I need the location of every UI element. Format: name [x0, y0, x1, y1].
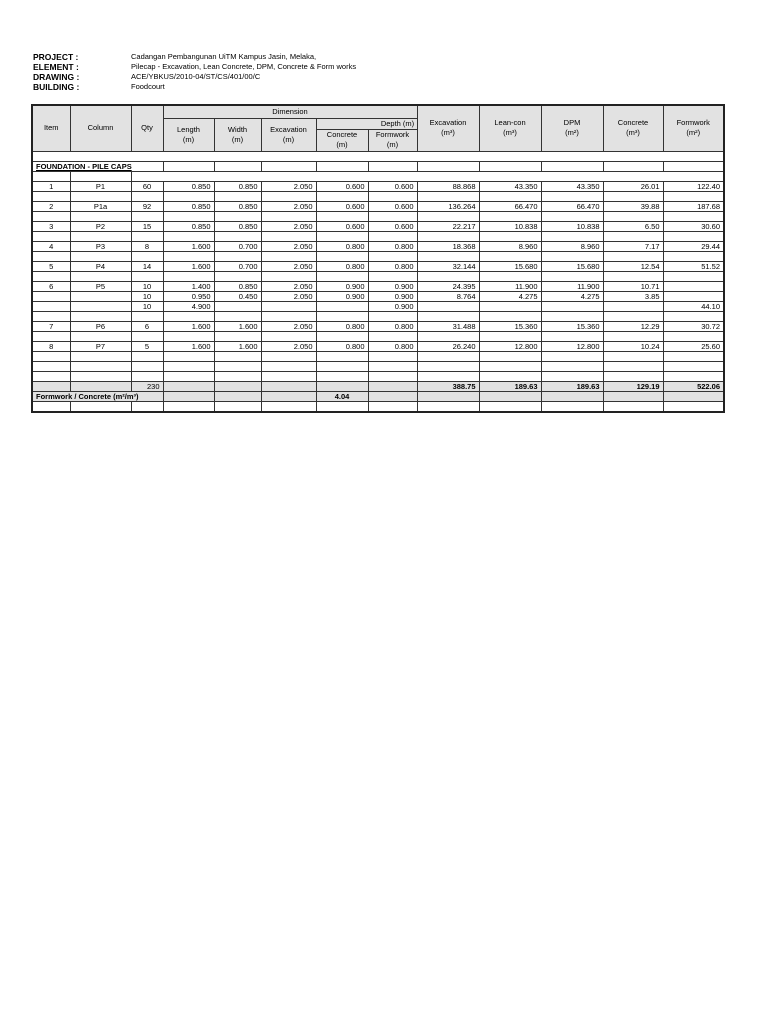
formwork-area-cell: 25.60 — [663, 341, 724, 351]
formwork-depth-cell: 0.800 — [368, 321, 417, 331]
section-row — [32, 161, 724, 171]
qty-cell: 14 — [131, 261, 163, 271]
formwork-area-cell: 122.40 — [663, 181, 724, 191]
item-cell — [32, 301, 70, 311]
qty-cell: 5 — [131, 341, 163, 351]
table-row — [32, 301, 724, 311]
dpm-cell: 15.680 — [541, 261, 603, 271]
width-cell: 0.700 — [214, 261, 261, 271]
dpm-label: DPM — [563, 118, 581, 128]
excavation-depth-cell: 2.050 — [261, 261, 316, 271]
excavation-depth-label: Excavation — [270, 124, 307, 134]
total-qty: 230 — [131, 381, 163, 391]
lean-con-cell: 12.800 — [479, 341, 541, 351]
formwork-depth-cell: 0.900 — [368, 291, 417, 301]
qty-cell: 10 — [131, 301, 163, 311]
formwork-area-header — [663, 105, 724, 151]
drawing-value: ACE/YBKUS/2010-04/ST/CS/401/00/C — [131, 72, 261, 81]
ratio-row — [32, 391, 724, 401]
excavation-depth-cell: 2.050 — [261, 281, 316, 291]
pilecap-quantity-table — [31, 104, 725, 413]
spacer-row — [32, 331, 724, 341]
spacer-row — [32, 371, 724, 381]
spacer-row — [32, 151, 724, 161]
qty-cell: 10 — [131, 291, 163, 301]
excavation-vol-unit: (m³) — [441, 128, 455, 138]
excavation-volume-cell — [417, 301, 479, 311]
concrete-volume-cell: 12.29 — [603, 321, 663, 331]
table-row — [32, 291, 724, 301]
drawing-label: DRAWING : — [33, 72, 80, 82]
excavation-volume-cell: 26.240 — [417, 341, 479, 351]
formwork-depth-unit: (m) — [386, 140, 399, 149]
table-row — [32, 341, 724, 351]
concrete-depth-cell: 0.600 — [316, 181, 368, 191]
lean-con-cell: 10.838 — [479, 221, 541, 231]
formwork-area-unit: (m²) — [686, 128, 701, 138]
column-cell: P1a — [70, 201, 131, 211]
dpm-cell: 8.960 — [541, 241, 603, 251]
formwork-area-cell — [663, 281, 724, 291]
width-cell: 0.450 — [214, 291, 261, 301]
lean-con-cell: 15.360 — [479, 321, 541, 331]
formwork-depth-header — [368, 129, 417, 151]
spacer-row — [32, 171, 724, 181]
excavation-depth-cell: 2.050 — [261, 291, 316, 301]
spacer-row — [32, 191, 724, 201]
formwork-depth-cell: 0.800 — [368, 241, 417, 251]
lean-con-cell: 66.470 — [479, 201, 541, 211]
lean-con-cell: 15.680 — [479, 261, 541, 271]
lean-con-label: Lean-con — [494, 118, 526, 128]
formwork-depth-cell: 0.900 — [368, 281, 417, 291]
project-label: PROJECT : — [33, 52, 79, 62]
excavation-volume-cell: 22.217 — [417, 221, 479, 231]
dpm-unit: (m²) — [565, 128, 579, 138]
column-cell: P3 — [70, 241, 131, 251]
length-cell: 0.850 — [163, 181, 214, 191]
dpm-cell: 15.360 — [541, 321, 603, 331]
formwork-depth-label: Formwork — [375, 130, 410, 139]
width-cell — [214, 301, 261, 311]
excavation-depth-cell: 2.050 — [261, 241, 316, 251]
formwork-area-cell: 44.10 — [663, 301, 724, 311]
width-header — [214, 118, 261, 151]
item-cell: 4 — [32, 241, 70, 251]
formwork-area-cell: 30.60 — [663, 221, 724, 231]
length-cell: 1.600 — [163, 341, 214, 351]
concrete-depth-cell: 0.800 — [316, 321, 368, 331]
concrete-volume-cell: 7.17 — [603, 241, 663, 251]
qty-cell: 6 — [131, 321, 163, 331]
excavation-depth-cell — [261, 301, 316, 311]
item-cell: 1 — [32, 181, 70, 191]
spacer-row — [32, 251, 724, 261]
lean-con-cell: 11.900 — [479, 281, 541, 291]
excavation-depth-cell: 2.050 — [261, 181, 316, 191]
excavation-volume-cell: 31.488 — [417, 321, 479, 331]
qty-cell: 10 — [131, 281, 163, 291]
total-lean-con: 189.63 — [479, 381, 541, 391]
length-cell: 1.600 — [163, 321, 214, 331]
spacer-row — [32, 271, 724, 281]
formwork-area-cell: 29.44 — [663, 241, 724, 251]
dpm-cell: 11.900 — [541, 281, 603, 291]
column-cell — [70, 301, 131, 311]
table-row — [32, 321, 724, 331]
section-title: FOUNDATION - PILE CAPS — [32, 161, 163, 171]
concrete-vol-header — [603, 105, 663, 151]
width-unit: (m) — [231, 134, 244, 144]
width-cell: 1.600 — [214, 321, 261, 331]
formwork-area-cell: 51.52 — [663, 261, 724, 271]
spacer-row — [32, 211, 724, 221]
dpm-cell — [541, 301, 603, 311]
concrete-depth-unit: (m) — [336, 140, 348, 149]
width-cell: 0.700 — [214, 241, 261, 251]
element-value: Pilecap - Excavation, Lean Concrete, DPM, Concrete & Form works — [131, 62, 357, 71]
length-cell: 0.950 — [163, 291, 214, 301]
table-row — [32, 221, 724, 231]
width-cell: 0.850 — [214, 201, 261, 211]
dpm-header — [541, 105, 603, 151]
length-cell: 1.400 — [163, 281, 214, 291]
spacer-row — [32, 401, 724, 412]
lean-con-cell — [479, 301, 541, 311]
length-cell: 0.850 — [163, 201, 214, 211]
excavation-volume-cell: 24.395 — [417, 281, 479, 291]
excavation-depth-cell: 2.050 — [261, 221, 316, 231]
table-row — [32, 281, 724, 291]
item-cell: 5 — [32, 261, 70, 271]
item-cell: 3 — [32, 221, 70, 231]
dpm-cell: 4.275 — [541, 291, 603, 301]
concrete-depth-cell: 0.600 — [316, 221, 368, 231]
excavation-volume-cell: 8.764 — [417, 291, 479, 301]
column-header: Column — [70, 105, 131, 151]
column-cell — [70, 291, 131, 301]
excavation-depth-cell: 2.050 — [261, 321, 316, 331]
element-label: ELEMENT : — [33, 62, 79, 72]
formwork-area-cell: 30.72 — [663, 321, 724, 331]
column-cell: P1 — [70, 181, 131, 191]
item-cell: 7 — [32, 321, 70, 331]
dpm-cell: 43.350 — [541, 181, 603, 191]
width-cell: 0.850 — [214, 181, 261, 191]
excavation-volume-cell: 32.144 — [417, 261, 479, 271]
total-concrete: 129.19 — [603, 381, 663, 391]
formwork-depth-cell: 0.800 — [368, 341, 417, 351]
width-label: Width — [227, 124, 248, 134]
excavation-depth-header — [261, 118, 316, 151]
concrete-depth-cell: 0.900 — [316, 281, 368, 291]
document-header — [33, 52, 356, 92]
concrete-depth-cell: 0.800 — [316, 341, 368, 351]
concrete-volume-cell: 10.24 — [603, 341, 663, 351]
spacer-row — [32, 351, 724, 361]
dpm-cell: 12.800 — [541, 341, 603, 351]
building-row — [33, 82, 356, 92]
total-formwork: 522.06 — [663, 381, 724, 391]
concrete-volume-cell: 3.85 — [603, 291, 663, 301]
qty-header: Qty — [131, 105, 163, 151]
concrete-depth-header — [316, 129, 368, 151]
element-row — [33, 62, 356, 72]
concrete-volume-cell — [603, 301, 663, 311]
concrete-volume-cell: 26.01 — [603, 181, 663, 191]
column-cell: P5 — [70, 281, 131, 291]
formwork-area-cell — [663, 291, 724, 301]
concrete-volume-cell: 10.71 — [603, 281, 663, 291]
width-cell: 1.600 — [214, 341, 261, 351]
dpm-cell: 66.470 — [541, 201, 603, 211]
building-value: Foodcourt — [131, 82, 165, 91]
qty-cell: 8 — [131, 241, 163, 251]
concrete-depth-label: Concrete — [326, 130, 358, 139]
lean-con-unit: (m³) — [503, 128, 517, 138]
concrete-depth-cell: 0.900 — [316, 291, 368, 301]
ratio-label: Formwork / Concrete (m²/m³) — [32, 391, 163, 401]
length-unit: (m) — [182, 134, 195, 144]
column-cell: P4 — [70, 261, 131, 271]
qty-cell: 92 — [131, 201, 163, 211]
formwork-depth-cell: 0.900 — [368, 301, 417, 311]
excavation-depth-cell: 2.050 — [261, 201, 316, 211]
item-cell: 6 — [32, 281, 70, 291]
ratio-value: 4.04 — [316, 391, 368, 401]
length-cell: 1.600 — [163, 241, 214, 251]
dimension-header: Dimension — [163, 105, 417, 118]
formwork-area-cell: 187.68 — [663, 201, 724, 211]
totals-row — [32, 381, 724, 391]
excavation-vol-label: Excavation — [429, 118, 467, 128]
lean-con-header — [479, 105, 541, 151]
length-cell: 4.900 — [163, 301, 214, 311]
concrete-volume-cell: 12.54 — [603, 261, 663, 271]
concrete-volume-cell: 39.88 — [603, 201, 663, 211]
project-row — [33, 52, 356, 62]
spacer-row — [32, 361, 724, 371]
formwork-area-label: Formwork — [676, 118, 710, 128]
concrete-depth-cell — [316, 301, 368, 311]
width-cell: 0.850 — [214, 281, 261, 291]
qty-cell: 60 — [131, 181, 163, 191]
table-row — [32, 261, 724, 271]
total-excavation: 388.75 — [417, 381, 479, 391]
dpm-cell: 10.838 — [541, 221, 603, 231]
column-cell: P7 — [70, 341, 131, 351]
building-label: BUILDING : — [33, 82, 80, 92]
formwork-depth-cell: 0.600 — [368, 181, 417, 191]
length-label: Length — [177, 124, 200, 134]
table-row — [32, 201, 724, 211]
drawing-row — [33, 72, 356, 82]
excavation-depth-unit: (m) — [282, 134, 295, 144]
column-cell: P2 — [70, 221, 131, 231]
table-row — [32, 241, 724, 251]
spacer-row — [32, 231, 724, 241]
formwork-depth-cell: 0.600 — [368, 221, 417, 231]
excavation-volume-cell: 88.868 — [417, 181, 479, 191]
width-cell: 0.850 — [214, 221, 261, 231]
depth-header: Depth (m) — [316, 118, 479, 129]
concrete-vol-label: Concrete — [617, 118, 649, 128]
concrete-depth-cell: 0.600 — [316, 201, 368, 211]
item-header: Item — [32, 105, 70, 151]
lean-con-cell: 8.960 — [479, 241, 541, 251]
qty-cell: 15 — [131, 221, 163, 231]
concrete-vol-unit: (m³) — [626, 128, 640, 138]
length-cell: 1.600 — [163, 261, 214, 271]
project-value: Cadangan Pembangunan UiTM Kampus Jasin, Melaka, — [131, 52, 317, 61]
total-dpm: 189.63 — [541, 381, 603, 391]
length-cell: 0.850 — [163, 221, 214, 231]
item-cell: 8 — [32, 341, 70, 351]
column-cell: P6 — [70, 321, 131, 331]
lean-con-cell: 43.350 — [479, 181, 541, 191]
concrete-volume-cell: 6.50 — [603, 221, 663, 231]
item-cell: 2 — [32, 201, 70, 211]
lean-con-cell: 4.275 — [479, 291, 541, 301]
table-body — [32, 151, 724, 412]
concrete-depth-cell: 0.800 — [316, 241, 368, 251]
concrete-depth-cell: 0.800 — [316, 261, 368, 271]
spacer-row — [32, 311, 724, 321]
formwork-depth-cell: 0.800 — [368, 261, 417, 271]
item-cell — [32, 291, 70, 301]
table-row — [32, 181, 724, 191]
excavation-depth-cell: 2.050 — [261, 341, 316, 351]
formwork-depth-cell: 0.600 — [368, 201, 417, 211]
length-header — [163, 118, 214, 151]
excavation-volume-cell: 136.264 — [417, 201, 479, 211]
excavation-volume-cell: 18.368 — [417, 241, 479, 251]
